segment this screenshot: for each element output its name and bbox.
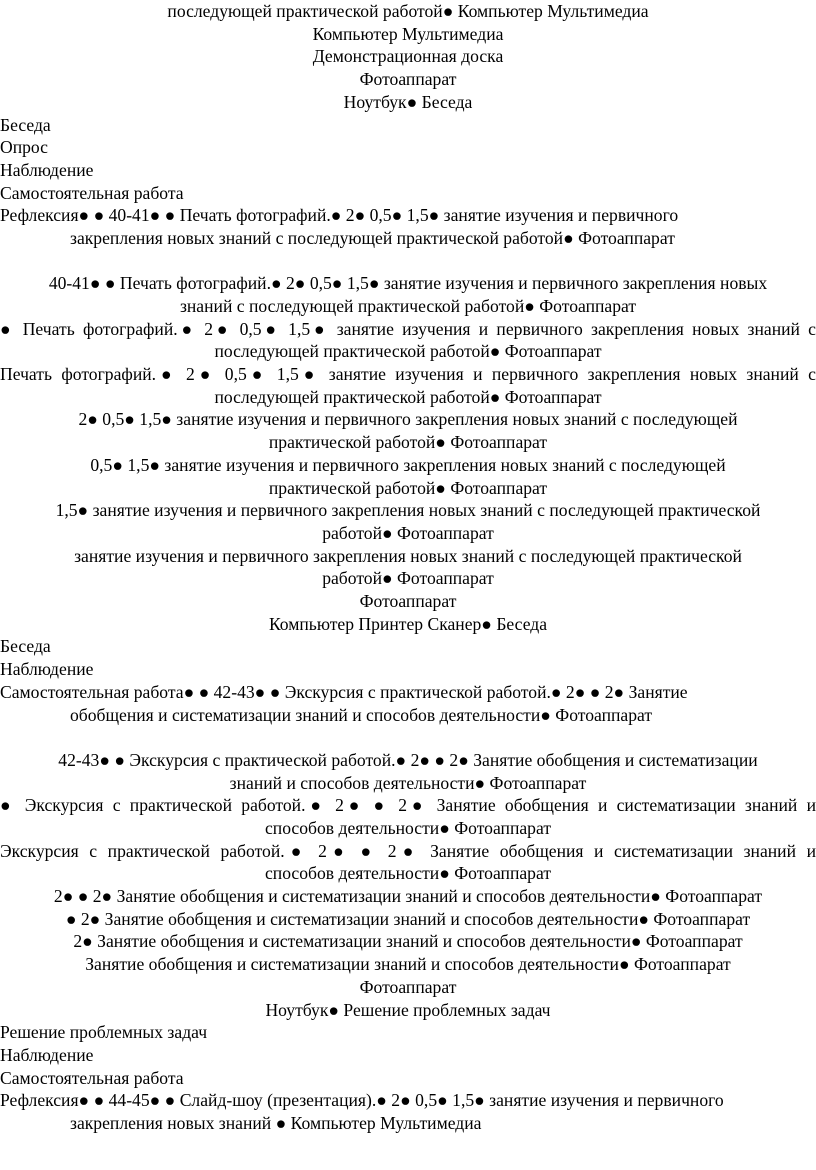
text-line: Самостоятельная работа● ● 42-43● ● Экскурсия с практической работой.● 2● ● 2● Занятие bbox=[0, 681, 688, 702]
text-line: практической работой● Фотоаппарат bbox=[268, 432, 548, 453]
text-line: знаний с последующей практической работой● Фотоаппарат bbox=[179, 295, 637, 316]
text-line: 2● 0,5● 1,5● занятие изучения и первичного закрепления новых знаний с последующей bbox=[78, 409, 738, 430]
text-line: Фотоаппарат bbox=[359, 69, 457, 90]
text-line: Наблюдение bbox=[0, 1044, 94, 1065]
text-line: Демонстрационная доска bbox=[312, 46, 504, 67]
text-line: ● 2● Занятие обобщения и систематизации знаний и способов деятельности● Фотоаппарат bbox=[65, 908, 751, 929]
text-line: закрепления новых знаний с последующей практической работой● Фотоаппарат bbox=[70, 228, 675, 249]
text-line: 2● ● 2● Занятие обобщения и систематизации знаний и способов деятельности● Фотоаппарат bbox=[53, 886, 763, 907]
text-line: Рефлексия● ● 44-45● ● Слайд-шоу (презентация).● 2● 0,5● 1,5● занятие изучения и первичного bbox=[0, 1090, 724, 1111]
paragraph-gap bbox=[0, 250, 816, 273]
text-line: Компьютер Мультимедиа bbox=[312, 23, 504, 44]
paragraph-gap bbox=[0, 726, 816, 749]
text-line: Экскурсия с практической работой.● 2● ● 2● Занятие обобщения и систематизации знаний и bbox=[0, 840, 816, 861]
text-line: Фотоаппарат bbox=[359, 976, 457, 997]
text-line: обобщения и систематизации знаний и способов деятельности● Фотоаппарат bbox=[70, 704, 653, 725]
text-line: Беседа bbox=[0, 636, 51, 657]
text-line: Самостоятельная работа bbox=[0, 1067, 184, 1088]
text-line: Самостоятельная работа bbox=[0, 182, 184, 203]
text-line: закрепления новых знаний ● Компьютер Мультимедиа bbox=[70, 1113, 482, 1134]
text-line: Занятие обобщения и систематизации знаний и способов деятельности● Фотоаппарат bbox=[85, 954, 731, 975]
text-line: последующей практической работой● Компьютер Мультимедиа bbox=[167, 1, 649, 21]
text-line: практической работой● Фотоаппарат bbox=[268, 477, 548, 498]
text-line: 2● Занятие обобщения и систематизации знаний и способов деятельности● Фотоаппарат bbox=[73, 931, 743, 952]
text-line: последующей практической работой● Фотоаппарат bbox=[214, 386, 602, 407]
text-line: Компьютер Принтер Сканер● Беседа bbox=[268, 613, 548, 634]
text-line: Опрос bbox=[0, 137, 48, 158]
text-line: Рефлексия● ● 40-41● ● Печать фотографий.● 2● 0,5● 1,5● занятие изучения и первичного bbox=[0, 205, 679, 226]
text-line: работой● Фотоаппарат bbox=[322, 522, 494, 543]
text-line: ● Экскурсия с практической работой.● 2● ● 2● Занятие обобщения и систематизации знаний и bbox=[0, 795, 816, 816]
text-line: последующей практической работой● Фотоаппарат bbox=[214, 341, 602, 362]
text-line: Наблюдение bbox=[0, 659, 94, 680]
text-line: способов деятельности● Фотоаппарат bbox=[264, 863, 552, 884]
text-line: Ноутбук● Решение проблемных задач bbox=[265, 999, 551, 1020]
text-line: способов деятельности● Фотоаппарат bbox=[264, 817, 552, 838]
text-line: Фотоаппарат bbox=[359, 591, 457, 612]
text-line: знаний и способов деятельности● Фотоаппарат bbox=[229, 772, 587, 793]
text-line: Печать фотографий.● 2● 0,5● 1,5● занятие изучения и первичного закрепления новых знаний с bbox=[0, 364, 816, 385]
text-line: 1,5● занятие изучения и первичного закрепления новых знаний с последующей практической bbox=[55, 500, 761, 521]
text-line: 0,5● 1,5● занятие изучения и первичного закрепления новых знаний с последующей bbox=[90, 454, 726, 475]
text-line: 42-43● ● Экскурсия с практической работой.● 2● ● 2● Занятие обобщения и систематизации bbox=[58, 749, 758, 770]
text-line: ● Печать фотографий.● 2● 0,5● 1,5● занятие изучения и первичного закрепления новых знаний с bbox=[0, 318, 816, 339]
text-line: 40-41● ● Печать фотографий.● 2● 0,5● 1,5● занятие изучения и первичного закрепления новых bbox=[48, 273, 768, 294]
text-line: занятие изучения и первичного закрепления новых знаний с последующей практической bbox=[74, 545, 742, 566]
text-line: Решение проблемных задач bbox=[0, 1022, 208, 1043]
text-line: Ноутбук● Беседа bbox=[343, 91, 473, 112]
text-line: работой● Фотоаппарат bbox=[322, 568, 494, 589]
text-line: Наблюдение bbox=[0, 159, 94, 180]
text-line: Беседа bbox=[0, 114, 51, 135]
